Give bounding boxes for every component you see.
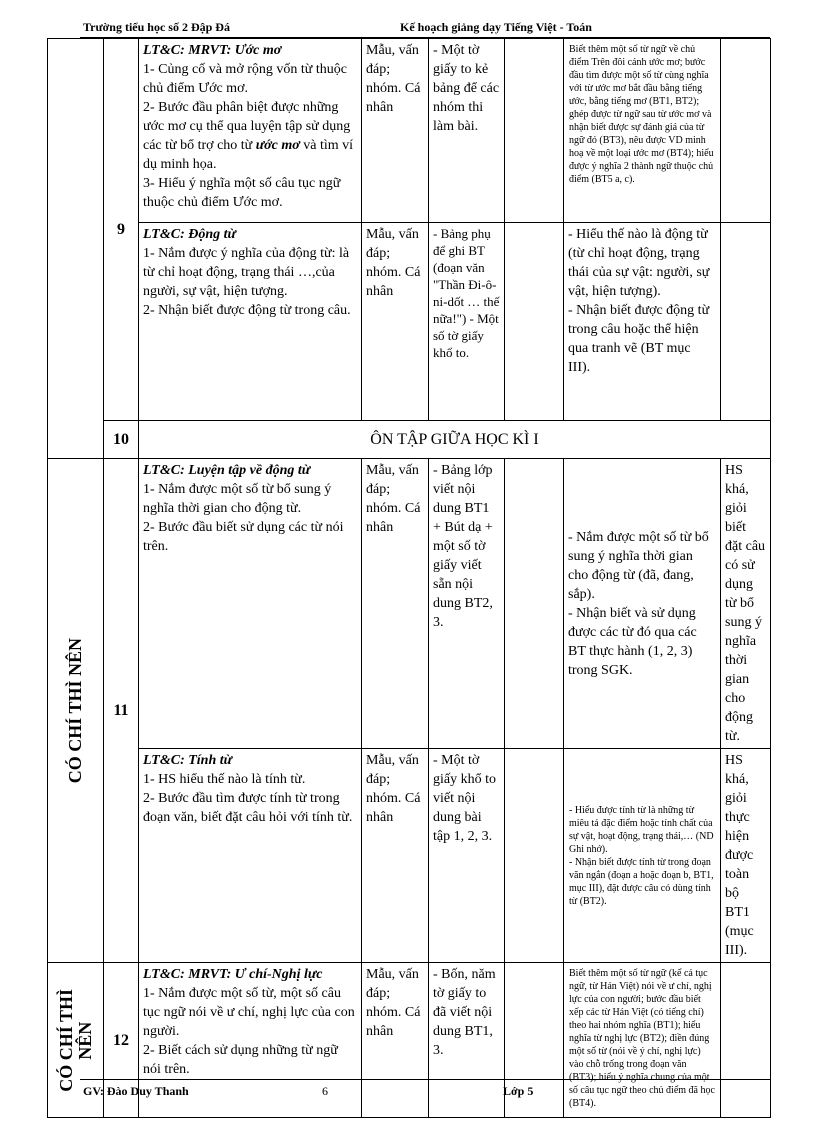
lesson-title: LT&C: MRVT: Ước mơ (143, 43, 282, 58)
side-label-text: CÓ CHÍ THÌ NÊN (65, 637, 85, 784)
objectives: Biết thêm một số từ ngữ về chủ điểm Trên đôi cánh ước mơ; bước đầu tìm được một số từ cùng nghĩa với từ ước mơ bắt đầu bằng tiếng ước, bằng tiếng mơ (BT1, BT2); ghép được từ ngữ sau từ ước mơ và nhận biết được sự đánh giá của từ ngữ đó (BT3), nêu được VD minh hoạ về một loại ước mơ (BT4); hiểu được ý nghĩa 2 thành ngữ thuộc chủ điểm (BT5 a, c). (564, 39, 721, 223)
content-text: 1- HS hiểu thế nào là tính từ. 2- Bước đầu tìm được tính từ trong đoạn văn, biết đặt câu hỏi với tính từ. (143, 772, 353, 825)
week-number: 10 (104, 421, 139, 459)
week-number: 9 (104, 39, 139, 421)
lesson-title: LT&C: MRVT: Ư chí-Nghị lực (143, 967, 323, 982)
table-row (48, 39, 771, 223)
lesson-content (139, 459, 362, 749)
method: Mẫu, vấn đáp; nhóm. Cá nhân (362, 963, 429, 1118)
method: Mẫu, vấn đáp; nhóm. Cá nhân (362, 749, 429, 963)
notes: HS khá, giỏi thực hiện được toàn bộ BT1 (mục III). (721, 749, 771, 963)
empty-cell (505, 39, 564, 223)
lesson-title: LT&C: Luyện tập về động từ (143, 463, 311, 478)
content-text: và tìm ví dụ minh họa. 3- Hiểu ý nghĩa một số câu tục ngữ thuộc chủ điểm Ước mơ. (143, 138, 354, 210)
lesson-title: LT&C: Tính từ (143, 753, 233, 768)
notes: HS khá, giỏi biết đặt câu có sử dụng từ bổ sung ý nghĩa thời gian cho động từ. (721, 459, 771, 749)
week-number: 11 (104, 459, 139, 963)
objectives: - Nắm được một số từ bổ sung ý nghĩa thời gian cho động từ (đã, đang, sắp). - Nhận biết và sử dụng được các từ đó qua các BT thực hành (1, 2, 3) trong SGK. (564, 459, 721, 749)
materials: - Bảng lớp viết nội dung BT1 + Bút dạ + một số tờ giấy viết sẵn nội dung BT2, 3. (429, 459, 505, 749)
grade-label: Lớp 5 (503, 1084, 534, 1098)
side-label-text: CÓ CHÍ THÌ NÊN (55, 988, 95, 1092)
objectives: Biết thêm một số từ ngữ (kể cả tục ngữ, từ Hán Việt) nói về ư chí, nghị lực của con người; bước đầu biết xếp các từ Hán Việt (có tiếng chí) theo hai nhóm nghĩa (BT1); hiểu nghĩa từ nghị lực (BT2); điền đúng một số từ (nói về ý chí, nghị lực) vào chỗ trống trong đoạn văn (BT3); hiểu ý nghĩa chung của một số câu tục ngữ theo chủ điểm đã học (BT4). (564, 963, 721, 1118)
review-title: ÔN TẬP GIỮA HỌC KÌ I (139, 421, 771, 459)
side-label (48, 459, 104, 963)
materials: - Bảng phụ để ghi BT (đoạn văn "Thần Đi-ô-ni-dốt … thế nữa!") - Một số tờ giấy khổ to. (429, 223, 505, 421)
empty-cell (505, 223, 564, 421)
notes (721, 963, 771, 1118)
week-number: 12 (104, 963, 139, 1118)
lesson-plan-table (47, 38, 771, 1118)
lesson-content (139, 39, 362, 223)
lesson-content (139, 749, 362, 963)
table-row (48, 223, 771, 421)
method: Mẫu, vấn đáp; nhóm. Cá nhân (362, 459, 429, 749)
notes (721, 39, 771, 223)
footer-rule (80, 1079, 770, 1080)
objectives: - Hiểu thế nào là động từ (từ chỉ hoạt động, trạng thái của sự vật: người, sự vật, hiện tượng). - Nhận biết được động từ trong câu hoặc thể hiện qua tranh vẽ (BT mục III). (564, 223, 721, 421)
content-text: 1- Củng cố và mở rộng vốn từ thuộc chủ điểm Ước mơ. 2- Bước đầu phân biệt được những ước mơ cụ thể qua luyện tập sử dụng các từ bổ trợ cho từ (143, 62, 351, 153)
materials: - Bốn, năm tờ giấy to đã viết nội dung BT1, 3. (429, 963, 505, 1118)
empty-cell (505, 459, 564, 749)
content-text: 1- Nắm được một số từ, một số câu tục ngữ nói về ư chí, nghị lực của con người. 2- Biết cách sử dụng những từ ngữ nói trên. (143, 986, 355, 1077)
side-label-empty (48, 39, 104, 459)
objectives: - Hiểu được tính từ là những từ miêu tả đặc điểm hoặc tính chất của sự vật, hoạt động, trạng thái,… (ND Ghi nhớ). - Nhận biết được tính từ trong đoạn văn ngắn (đoạn a hoặc đoạn b, BT1, mục III), đặt được câu có dùng tính từ (BT2). (564, 749, 721, 963)
page-number: 6 (322, 1084, 328, 1098)
table-row (48, 749, 771, 963)
empty-cell (505, 749, 564, 963)
lesson-title: LT&C: Động từ (143, 227, 236, 242)
table-row (48, 421, 771, 459)
table-row (48, 459, 771, 749)
materials: - Một tờ giấy khổ to viết nội dung bài tập 1, 2, 3. (429, 749, 505, 963)
content-bold: ước mơ (255, 138, 300, 153)
materials: - Một tờ giấy to kẻ bảng để các nhóm thi làm bài. (429, 39, 505, 223)
method: Mẫu, vấn đáp; nhóm. Cá nhân (362, 39, 429, 223)
notes (721, 223, 771, 421)
lesson-content (139, 223, 362, 421)
content-text: 1- Nắm được một số từ bổ sung ý nghĩa thời gian cho động từ. 2- Bước đầu biết sử dụng các từ nói trên. (143, 482, 344, 554)
teacher-name: GV: Đào Duy Thanh (83, 1084, 189, 1098)
method: Mẫu, vấn đáp; nhóm. Cá nhân (362, 223, 429, 421)
content-text: 1- Nắm được ý nghĩa của động từ: là từ chỉ hoạt động, trạng thái …,của người, sự vật, hiện tượng. 2- Nhận biết được động từ trong câu. (143, 246, 351, 318)
school-name: Trường tiểu học số 2 Đập Đá (83, 20, 230, 34)
plan-title: Kế hoạch giảng dạy Tiếng Việt - Toán (400, 20, 592, 34)
